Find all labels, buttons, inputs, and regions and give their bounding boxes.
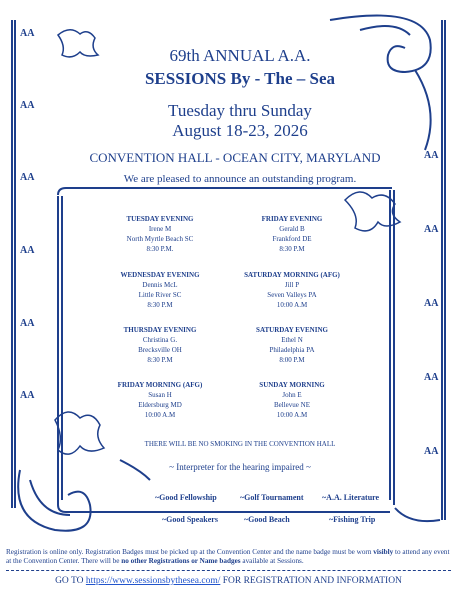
session-time: 8:30 P.M [279, 245, 305, 253]
speaker-name: Jill P [284, 281, 300, 289]
aa-mark: AA [20, 390, 35, 401]
session-title: WEDNESDAY EVENING [120, 271, 200, 279]
session-time: 8:30 P.M [147, 356, 173, 364]
registration-text: available at Sessions. [240, 557, 304, 565]
session-title: SATURDAY MORNING (AFG) [244, 271, 340, 279]
program-session [212, 214, 372, 254]
event-title: SESSIONS By - The – Sea [144, 69, 336, 88]
speaker-name: Ethel N [281, 336, 303, 344]
speaker-name: Susan H [148, 391, 172, 399]
registration-text: to attend any event at the Convention Center. There will be [6, 548, 450, 565]
aa-mark: AA [20, 318, 35, 329]
event-location: CONVENTION HALL - OCEAN CITY, MARYLAND [89, 150, 381, 165]
feature-item: ~Golf Tournament [240, 493, 304, 502]
speaker-place: Frankford DE [272, 235, 312, 243]
session-time: 8:30 P.M. [146, 245, 174, 253]
website-link[interactable]: https://www.sessionsbythesea.com/ [85, 576, 221, 586]
session-time: 10:00 A.M [276, 301, 308, 309]
aa-mark: AA [424, 298, 439, 309]
feature-item: ~Fishing Trip [329, 515, 376, 524]
goto-prefix: GO TO [55, 576, 86, 586]
speaker-name: Gerald B [279, 225, 305, 233]
speaker-place: Philadelphia PA [269, 346, 315, 354]
program-session [212, 270, 372, 310]
session-time: 10:00 A.M [276, 411, 308, 419]
registration-footer [6, 576, 451, 586]
speaker-place: Eldersburg MD [138, 401, 182, 409]
interpreter-notice: ~ Interpreter for the hearing impaired ~ [169, 462, 311, 472]
session-title: FRIDAY EVENING [261, 215, 323, 223]
registration-notice [6, 548, 451, 566]
event-dates: August 18-23, 2026 [172, 121, 308, 140]
speaker-place: Bellevue NE [274, 401, 310, 409]
session-time: 8:00 P.M [279, 356, 305, 364]
aa-mark: AA [424, 372, 439, 383]
program-session [212, 325, 372, 365]
speaker-name: Irene M [148, 225, 172, 233]
aa-mark: AA [20, 100, 35, 111]
feature-item: ~A.A. Literature [322, 493, 380, 502]
session-title: SUNDAY MORNING [259, 381, 325, 389]
session-title: SATURDAY EVENING [256, 326, 328, 334]
aa-mark: AA [424, 224, 439, 235]
event-edition: 69th ANNUAL A.A. [169, 46, 311, 65]
divider [6, 570, 451, 571]
registration-emphasis: no other Registrations or Name badges [121, 557, 241, 565]
program-session [212, 380, 372, 420]
feature-item: ~Good Speakers [162, 515, 218, 524]
aa-mark: AA [20, 172, 35, 183]
session-title: THURSDAY EVENING [123, 326, 197, 334]
aa-mark: AA [20, 245, 35, 256]
feature-item: ~Good Beach [244, 515, 290, 524]
speaker-place: Brecksville OH [138, 346, 182, 354]
session-time: 8:30 P.M [147, 301, 173, 309]
session-title: TUESDAY EVENING [126, 215, 194, 223]
speaker-name: Christina G. [142, 336, 178, 344]
speaker-name: John E [282, 391, 302, 399]
speaker-place: Seven Valleys PA [267, 291, 317, 299]
speaker-name: Dennis McL [142, 281, 178, 289]
session-time: 10:00 A.M [144, 411, 176, 419]
announcement: We are pleased to announce an outstanding program. [123, 173, 357, 185]
aa-mark: AA [424, 150, 439, 161]
event-days: Tuesday thru Sunday [168, 101, 312, 120]
aa-mark: AA [424, 446, 439, 457]
feature-item: ~Good Fellowship [155, 493, 217, 502]
aa-mark: AA [20, 28, 35, 39]
speaker-place: Little River SC [138, 291, 182, 299]
registration-emphasis: visibly [373, 548, 394, 556]
session-title: FRIDAY MORNING (AFG) [117, 381, 203, 389]
goto-suffix: FOR REGISTRATION AND INFORMATION [220, 576, 402, 586]
speaker-place: North Myrtle Beach SC [126, 235, 194, 243]
no-smoking-notice: THERE WILL BE NO SMOKING IN THE CONVENTION HALL [144, 440, 336, 448]
registration-text: Registration is online only. Registration Badges must be picked up at the Convention Center and the name badge must be worn [6, 548, 374, 556]
